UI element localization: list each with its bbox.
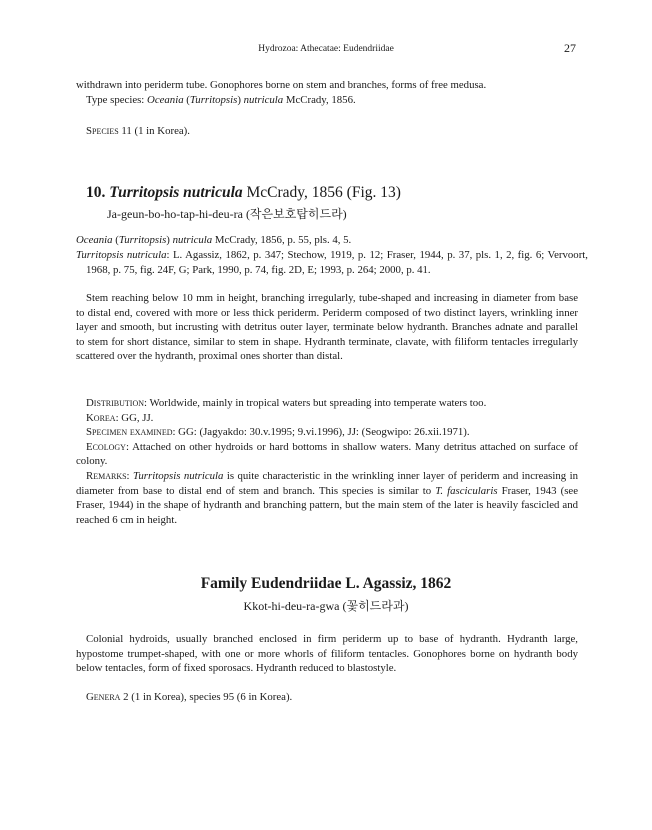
species-heading [86, 184, 578, 202]
running-title: Hydrozoa: Athecatae: Eudendriidae [258, 44, 394, 54]
family-heading: Family Eudendriidae L. Agassiz, 1862 [200, 575, 452, 592]
distribution: Distribution: Worldwide, mainly in tropical waters but spreading into temperate waters too. [86, 397, 487, 409]
species-number: 10. [86, 184, 106, 201]
family-korean-name: Kkot-hi-deu-ra-gwa (꽃히드라과) [243, 599, 409, 613]
synonymy-1: Oceania (Turritopsis) nutricula McCrady, 1856, p. 55, pls. 4, 5. [76, 234, 352, 246]
genera-count: Genera 2 (1 in Korea), species 95 (6 in Korea). [86, 691, 293, 703]
intro-line: withdrawn into periderm tube. Gonophores borne on stem and branches, forms of free medusa. [76, 79, 487, 91]
species-count: Species 11 (1 in Korea). [86, 125, 190, 137]
remarks: Remarks: Turritopsis nutricula is quite characteristic in the wrinkling inner layer of periderm and increasing in diameter from base to distal end of stem and branch. This species is similar to T. fascicularis Fraser, 1943 (see Fraser, 1944) in the shape of hydranth and branching pattern, but the main stem of the later is heavily fascicled and reached 6 cm in height. [76, 469, 578, 526]
genera-label: Genera [86, 691, 121, 703]
species-description: Stem reaching below 10 mm in height, branching irregularly, tube-shaped and increasing in diameter from base to distal end, covered with more or less thick periderm. Periderm composed of two distinct layers, wrinkling inner layer and smooth, but incrusting with detritus outer layer, terminate below hydranth. Branches adnate and parallel to stem for short distance, similar to stem in shape. Hydranth terminate, clavate, with filiform tentacles irregularly scattered over the hydranth, proximal ones shorter than distal. [76, 292, 578, 363]
species-korean-name: Ja-geun-bo-ho-tap-hi-deu-ra (작은보호탑히드라) [107, 207, 347, 221]
notes-block [76, 396, 578, 527]
species-author: McCrady, 1856 (Fig. 13) [242, 184, 401, 201]
korea-distribution: Korea: GG, JJ. [86, 411, 154, 424]
page-number: 27 [564, 41, 576, 55]
type-species: Type species: Oceania (Turritopsis) nutricula McCrady, 1856. [86, 94, 356, 106]
ecology: Ecology: Attached on other hydroids or hard bottoms in shallow waters. Many detritus attached on surface of colony. [76, 440, 578, 468]
family-description: Colonial hydroids, usually branched enclosed in firm periderm up to base of hydranth. Hydranth large, hypostome trumpet-shaped, with one or more whorls of filiform tentacles. Gonophores borne on hydranth body below tentacles, form of fixed sporosacs. Hydranth reduced to blastostyle. [76, 633, 578, 675]
specimen-examined: Specimen examined: GG: (Jagyakdo: 30.v.1995; 9.vi.1996), JJ: (Seogwipo: 26.xii.1971). [86, 426, 470, 439]
synonymy-2: Turritopsis nutricula: L. Agassiz, 1862, p. 347; Stechow, 1919, p. 12; Fraser, 1944, p. 37, pls. 1, 2, fig. 6; Vervoort, 1968, p. 75, fig. 24F, G; Park, 1990, p. 74, fig. 2D, E; 1993, p. 264; 2000, p. 41. [76, 249, 589, 276]
species-label: Species [86, 125, 119, 137]
species-name: Turritopsis nutricula [109, 184, 243, 201]
